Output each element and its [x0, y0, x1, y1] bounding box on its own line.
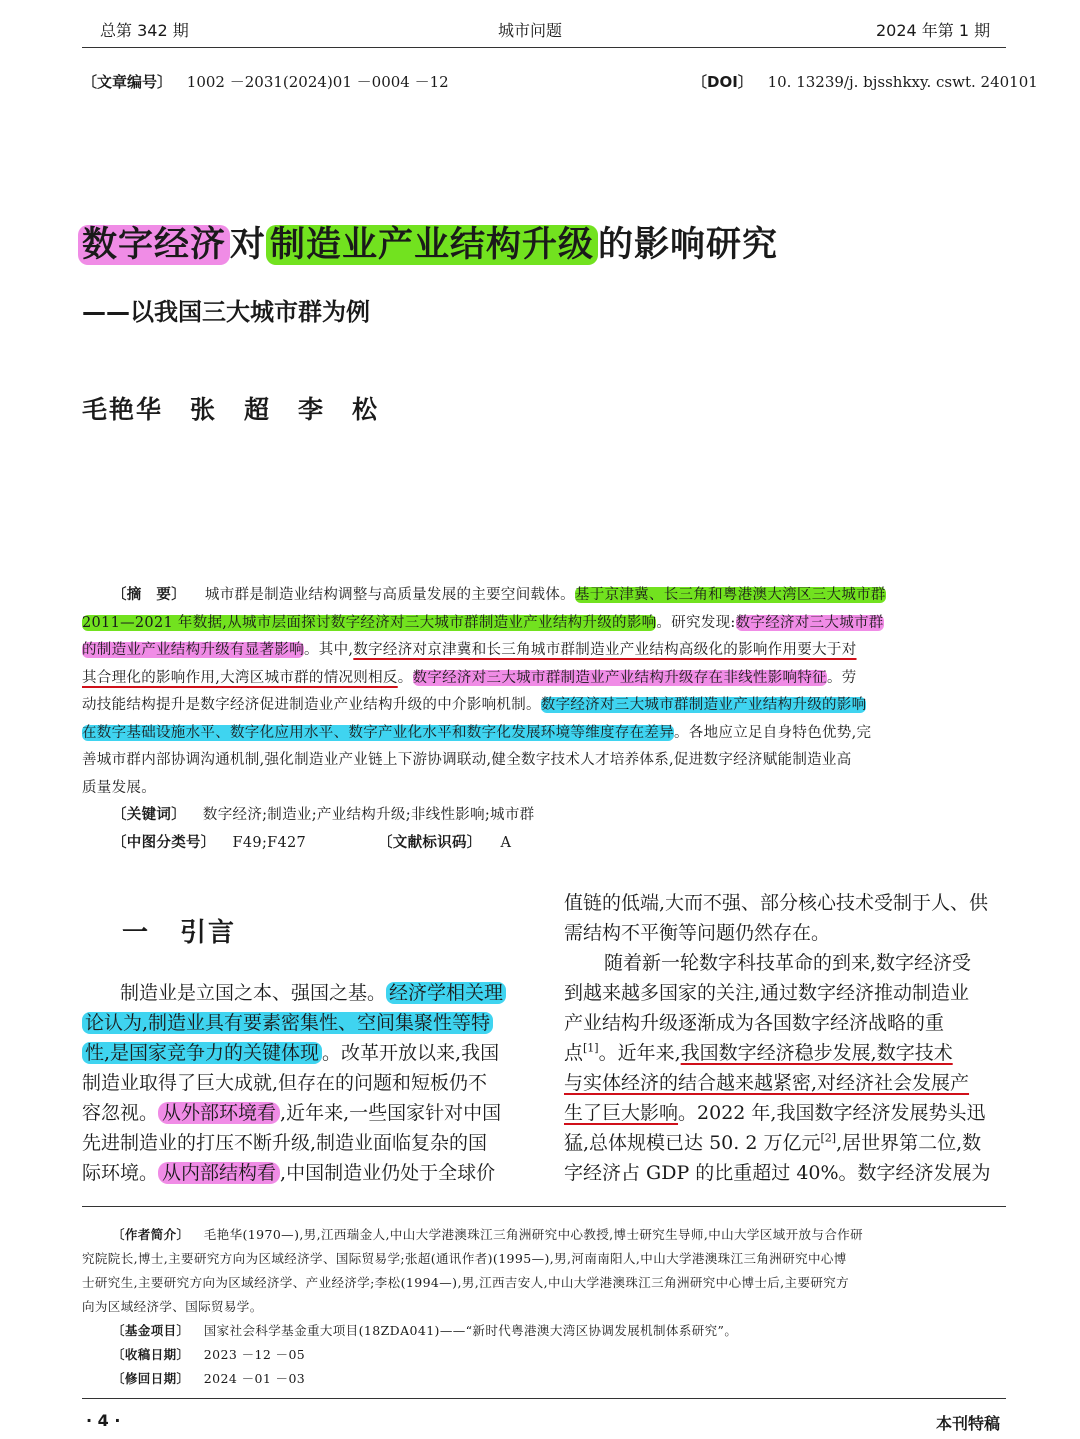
column-name: 本刊特稿 [936, 1414, 1001, 1433]
revised-date [112, 1369, 305, 1387]
received-value: 2023 －12 －05 [203, 1347, 306, 1362]
body-text: 点 [564, 1042, 584, 1064]
abstract-text: 。其中, [304, 642, 354, 658]
body-text: 际环境。 [82, 1162, 159, 1184]
fund-value: 国家社会科学基金重大项目(18ZDA041)——“新时代粤港澳大湾区协调发展机制体系研究”。 [203, 1323, 738, 1338]
right-col-line-8 [564, 1098, 985, 1125]
subtitle: ——以我国三大城市群为例 [82, 298, 370, 326]
right-col-line-9 [564, 1128, 981, 1155]
fund-project [112, 1321, 737, 1339]
title-highlight-digital-economy: 数字经济 [78, 225, 230, 265]
abstract-label: 〔摘 要〕 [112, 587, 186, 603]
left-col-line-6: 先进制造业的打压不断升级,制造业面临复杂的国 [82, 1132, 488, 1154]
abstract-underline-red: 数字经济对京津冀和长三角城市群制造业产业结构高级化的影响作用要大于对 [353, 642, 857, 658]
left-col-line-1 [120, 978, 506, 1005]
title-text-end: 的影响研究 [598, 225, 779, 265]
section-title: 引言 [180, 918, 237, 948]
keywords-value: 数字经济;制造业;产业结构升级;非线性影响;城市群 [202, 807, 535, 823]
left-col-line-7 [82, 1158, 495, 1185]
page-title [78, 221, 778, 269]
abstract-text: 动技能结构提升是数字经济促进制造业产业结构升级的中介影响机制。 [82, 697, 541, 713]
body-highlight-cyan-3: 性,是国家竞争力的关键体现 [82, 1042, 322, 1064]
abstract-underline-red-2: 其合理化的影响作用,大湾区城市群的情况则相反 [82, 670, 398, 686]
section-heading [122, 912, 236, 949]
left-col-line-4: 制造业取得了巨大成就,但存在的问题和短板仍不 [82, 1072, 488, 1094]
author-bio-label: 〔作者简介〕 [112, 1227, 190, 1242]
abstract-line-7: 善城市群内部协调沟通机制,强化制造业产业链上下游协调联动,健全数字技术人才培养体系,促进数字经济赋能制造业高 [82, 752, 852, 768]
body-highlight-pink-2: 从内部结构看 [158, 1162, 280, 1184]
abstract-text: 。 [397, 670, 413, 686]
left-col-line-3 [82, 1038, 499, 1065]
body-text: 容忽视。 [82, 1102, 159, 1124]
right-col-line-10: 字经济占 GDP 的比重超过 40%。数字经济发展为 [564, 1162, 991, 1184]
body-text: 。近年来, [598, 1042, 681, 1064]
footnote-rule [82, 1206, 1006, 1207]
abstract-highlight-pink-2: 的制造业产业结构升级有显著影响 [82, 642, 304, 658]
body-highlight-cyan-2: 论认为,制造业具有要素密集性、空间集聚性等特 [82, 1012, 493, 1034]
abstract-highlight-pink-3: 数字经济对三大城市群制造业产业结构升级存在非线性影响特征 [412, 670, 827, 686]
abstract-highlight-green-2: 2011—2021 年数据,从城市层面探讨数字经济对三大城市群制造业产业结构升级的影响 [82, 615, 657, 631]
revised-value: 2024 －01 －03 [203, 1371, 306, 1386]
body-underline-red-3: 生了巨大影响 [564, 1102, 679, 1124]
author-bio-line-3: 士研究生,主要研究方向为区域经济学、产业经济学;李松(1994—),男,江西吉安人,中山大学港澳珠江三角洲研究中心博士后,主要研究方 [82, 1275, 850, 1290]
citation-ref: [2] [820, 1131, 837, 1145]
body-text: ,中国制造业仍处于全球价 [280, 1162, 496, 1184]
body-underline-red: 我国数字经济稳步发展,数字技术 [680, 1042, 953, 1064]
body-text: ,居世界第二位,数 [836, 1132, 982, 1154]
right-col-line-6 [564, 1038, 953, 1065]
footer-rule [82, 1398, 1006, 1399]
body-highlight-pink: 从外部环境看 [158, 1102, 280, 1124]
body-text: 。改革开放以来,我国 [322, 1042, 500, 1064]
right-col-line-2: 需结构不平衡等问题仍然存在。 [564, 922, 831, 944]
right-col-line-3: 随着新一轮数字科技革命的到来,数字经济受 [604, 952, 972, 974]
abstract-highlight-green: 基于京津冀、长三角和粤港澳大湾区三大城市群 [574, 587, 886, 603]
doi [692, 71, 1038, 92]
abstract-line-6 [82, 721, 871, 742]
abstract-line-1 [112, 583, 886, 604]
abstract-highlight-cyan: 数字经济对三大城市群制造业产业结构升级的影响 [540, 697, 867, 713]
abstract-line-8: 质量发展。 [82, 780, 156, 796]
document-code-label: 〔文献标识码〕 [378, 835, 482, 851]
abstract-text: 。各地应立足自身特色优势,完 [674, 725, 872, 741]
title-highlight-manufacturing: 制造业产业结构升级 [266, 225, 598, 265]
document-code [378, 831, 511, 852]
body-text: ,近年来,一些国家针对中国 [280, 1102, 502, 1124]
body-underline-red-2: 与实体经济的结合越来越紧密,对经济社会发展产 [564, 1072, 970, 1094]
left-col-line-5 [82, 1098, 501, 1125]
body-text: 猛,总体规模已达 50. 2 万亿元 [564, 1132, 821, 1154]
body-text: 。2022 年,我国数字经济发展势头迅 [678, 1102, 986, 1124]
author-bio-text: 毛艳华(1970—),男,江西瑞金人,中山大学港澳珠江三角洲研究中心教授,博士研究生导师,中山大学区域开放与合作研 [203, 1227, 864, 1242]
page-number: · 4 · [86, 1411, 121, 1430]
abstract-line-4 [82, 666, 857, 687]
right-col-line-5: 产业结构升级逐渐成为各国数字经济战略的重 [564, 1012, 945, 1034]
header-issue-total: 总第 342 期 [100, 21, 189, 40]
header-journal: 城市问题 [498, 21, 563, 40]
author-bio-line-4: 向为区域经济学、国际贸易学。 [82, 1299, 263, 1314]
header-rule [82, 47, 1006, 48]
left-col-line-2 [82, 1008, 493, 1035]
abstract-line-3 [82, 638, 857, 659]
doi-value: 10. 13239/j. bjsshkxy. cswt. 240101 [767, 73, 1038, 91]
header-issue: 2024 年第 1 期 [876, 21, 991, 40]
right-col-line-4: 到越来越多国家的关注,通过数字经济推动制造业 [564, 982, 970, 1004]
clc-value: F49;F427 [232, 835, 307, 851]
article-number-value: 1002 －2031(2024)01 －0004 －12 [186, 73, 449, 91]
article-number-label: 〔文章编号〕 [82, 73, 173, 91]
received-label: 〔收稿日期〕 [112, 1347, 190, 1362]
abstract-text: 城市群是制造业结构调整与高质量发展的主要空间载体。 [204, 587, 575, 603]
clc-label: 〔中图分类号〕 [112, 835, 216, 851]
doi-label: 〔DOI〕 [692, 73, 753, 91]
authors: 毛艳华 张 超 李 松 [82, 395, 380, 424]
revised-label: 〔修回日期〕 [112, 1371, 190, 1386]
keywords-label: 〔关键词〕 [112, 807, 186, 823]
body-text: 制造业是立国之本、强国之基。 [120, 982, 387, 1004]
article-number [82, 71, 449, 92]
abstract-text: 。劳 [826, 670, 857, 686]
title-text: 对 [230, 225, 267, 265]
document-code-value: A [500, 835, 512, 851]
abstract-highlight-cyan-2: 在数字基础设施水平、数字化应用水平、数字产业化水平和数字化发展环境等维度存在差异 [82, 725, 674, 741]
clc-number [112, 831, 306, 852]
fund-label: 〔基金项目〕 [112, 1323, 190, 1338]
abstract-highlight-pink: 数字经济对三大城市群 [735, 615, 884, 631]
abstract-text: 。研究发现: [656, 615, 736, 631]
keywords [112, 803, 534, 824]
right-col-line-1: 值链的低端,大而不强、部分核心技术受制于人、供 [564, 892, 989, 914]
abstract-line-5 [82, 693, 866, 714]
right-col-line-7 [564, 1068, 969, 1095]
body-highlight-cyan: 经济学相关理 [386, 982, 506, 1004]
citation-ref: [1] [583, 1041, 599, 1055]
abstract-line-2 [82, 611, 884, 632]
author-bio-line-1 [112, 1225, 863, 1243]
section-number: 一 [122, 918, 151, 948]
received-date [112, 1345, 305, 1363]
author-bio-line-2: 究院院长,博士,主要研究方向为区域经济学、国际贸易学;张超(通讯作者)(1995—),男,河南南阳人,中山大学港澳珠江三角洲研究中心博 [82, 1251, 847, 1266]
